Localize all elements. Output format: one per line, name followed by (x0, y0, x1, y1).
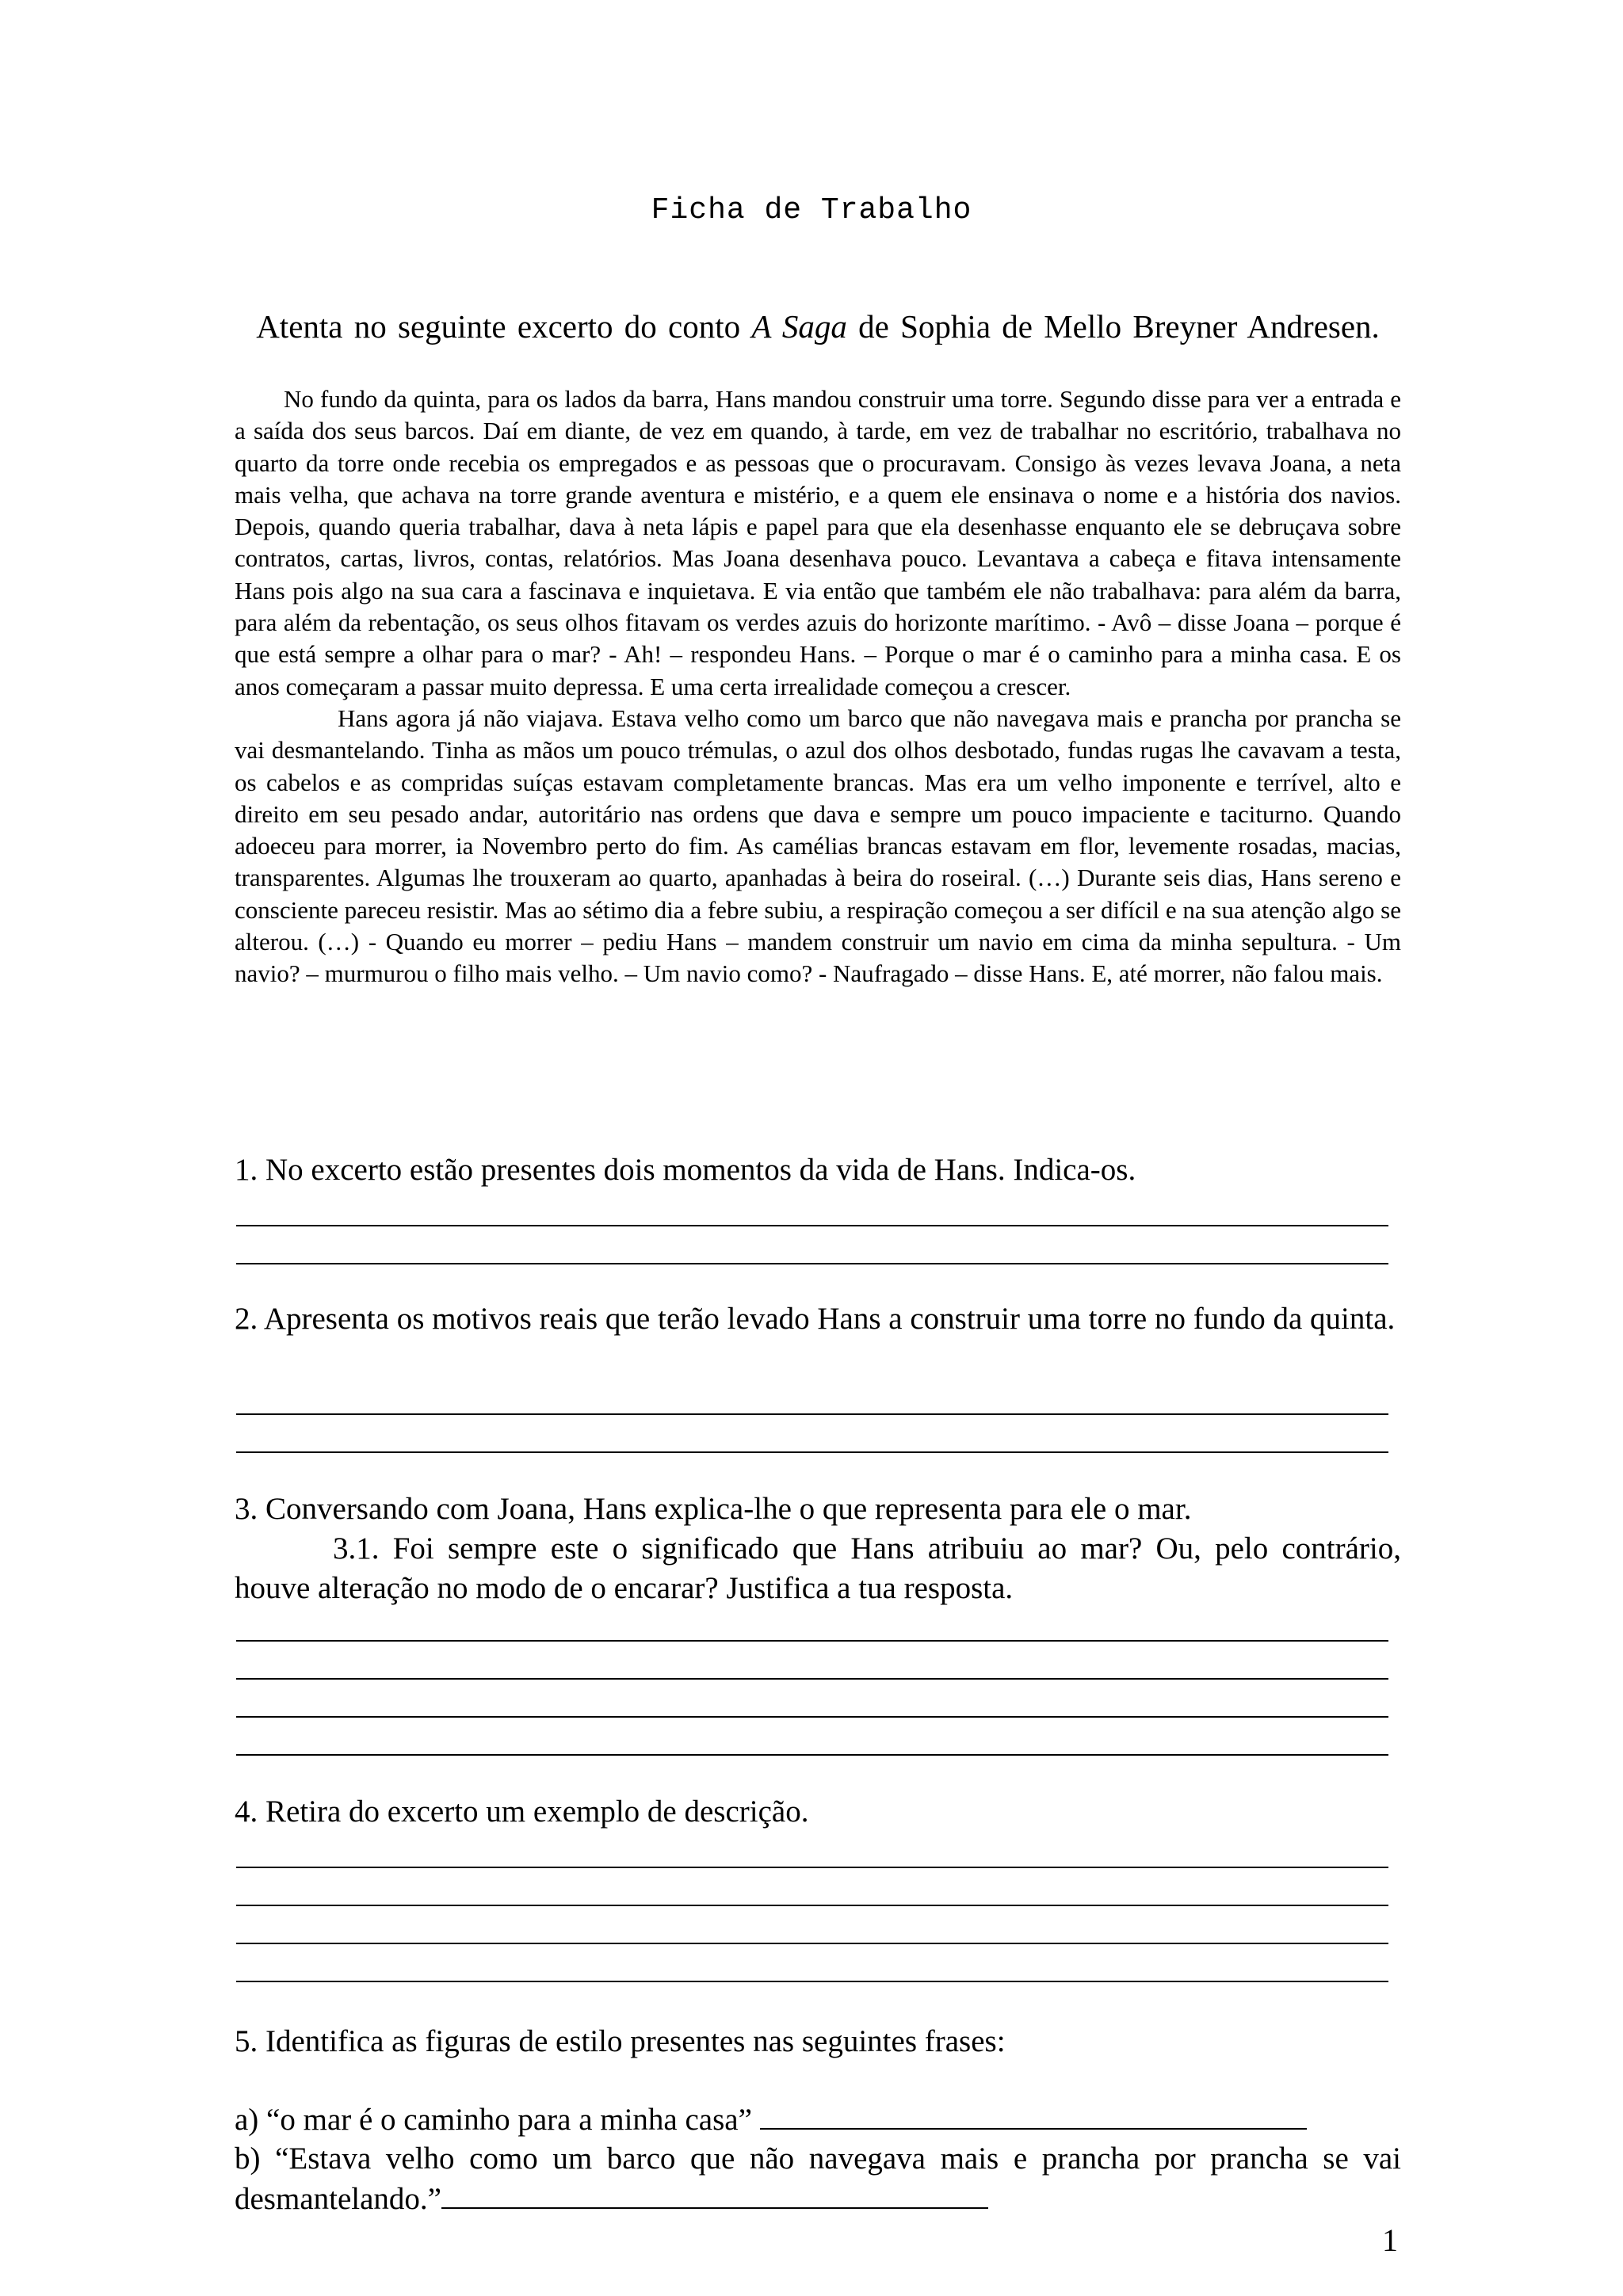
answer-line[interactable] (236, 1640, 1388, 1642)
answer-line[interactable] (236, 1754, 1388, 1756)
page-title: Ficha de Trabalho (651, 193, 972, 227)
intro-sentence (235, 307, 1401, 345)
question-5b-text: b) “Estava velho como um barco que não navegava mais e prancha por prancha se vai desmantelando.” (235, 2142, 1401, 2216)
question-2: 2. Apresenta os motivos reais que terão levado Hans a construir uma torre no fundo da quinta. (235, 1302, 1396, 1336)
question-1: 1. No excerto estão presentes dois momentos da vida de Hans. Indica-os. (235, 1153, 1136, 1187)
answer-line[interactable] (236, 1451, 1388, 1453)
answer-line[interactable] (236, 1943, 1388, 1944)
work-title: A Saga (751, 308, 847, 345)
question-5: 5. Identifica as figuras de estilo presentes nas seguintes frases: (235, 2024, 1006, 2058)
answer-lines-2 (236, 1413, 1388, 1489)
answer-blank-5a[interactable] (760, 2100, 1307, 2130)
question-5a (235, 2100, 1401, 2140)
story-excerpt (235, 383, 1401, 990)
answer-line[interactable] (236, 1716, 1388, 1718)
question-3-text: 3. Conversando com Joana, Hans explica-lhe o que representa para ele o mar. (235, 1492, 1192, 1526)
answer-lines-4 (236, 1867, 1388, 2019)
question-3 (235, 1489, 1401, 1608)
answer-line[interactable] (236, 1905, 1388, 1906)
question-5a-text: a) “o mar é o caminho para a minha casa” (235, 2103, 760, 2137)
question-5b (235, 2139, 1401, 2219)
answer-line[interactable] (236, 1981, 1388, 1982)
answer-blank-5b[interactable] (441, 2179, 988, 2209)
answer-line[interactable] (236, 1263, 1388, 1264)
answer-line[interactable] (236, 1225, 1388, 1226)
answer-line[interactable] (236, 1867, 1388, 1868)
excerpt-paragraph-2: Hans agora já não viajava. Estava velho como um barco que não navegava mais e prancha por prancha se vai desmantelando. Tinha as mãos um pouco trémulas, o azul dos olhos desbotado, fundas rugas lhe cavavam a testa, os cabelos e as compridas suíças estavam completamente brancas. Mas era um velho imponente e terrível, alto e direito em seu pesado andar, autoritário nas ordens que dava e sempre um pouco impaciente e taciturno. Quando adoeceu para morrer, ia Novembro perto do fim. As camélias brancas estavam em flor, levemente rosadas, macias, transparentes. Algumas lhe trouxeram ao quarto, apanhadas à beira do roseiral. (…) Durante seis dias, Hans sereno e consciente pareceu resistir. Mas ao sétimo dia a febre subiu, a respiração começou a ser difícil e na sua atenção algo se alterou. (…) - Quando eu morrer – pediu Hans – mandem construir um navio em cima da minha sepultura. - Um navio? – murmurou o filho mais velho. – Um navio como? - Naufragado – disse Hans. E, até morrer, não falou mais. (235, 704, 1401, 988)
excerpt-paragraph-1: No fundo da quinta, para os lados da barra, Hans mandou construir uma torre. Segundo disse para ver a entrada e a saída dos seus barcos. Daí em diante, de vez em quando, à tarde, em vez de trabalhar no escritório, trabalhava no quarto da torre onde recebia os empregados e as pessoas que o procuravam. Consigo às vezes levava Joana, a neta mais velha, que achava na torre grande aventura e mistério, e a quem ele ensinava o nome e a história dos navios. Depois, quando queria trabalhar, dava à neta lápis e papel para que ela desenhasse enquanto ele se debruçava sobre contratos, cartas, livros, contas, relatórios. Mas Joana desenhava pouco. Levantava a cabeça e fitava intensamente Hans pois algo na sua cara a fascinava e inquietava. E via então que também ele não trabalhava: para além da barra, para além da rebentação, os seus olhos fitavam os verdes azuis do horizonte marítimo. - Avô – disse Joana – porque é que está sempre a olhar para o mar? - Ah! – respondeu Hans. – Porque o mar é o caminho para a minha casa. E os anos começaram a passar muito depressa. E uma certa irrealidade começou a crescer. (235, 385, 1401, 700)
answer-lines-1 (236, 1225, 1388, 1301)
answer-line[interactable] (236, 1678, 1388, 1680)
question-3-1: 3.1. Foi sempre este o significado que Hans atribuiu ao mar? Ou, pelo contrário, houve alteração no modo de o encarar? Justifica a tua resposta. (235, 1531, 1401, 1605)
answer-lines-3 (236, 1640, 1388, 1792)
question-4: 4. Retira do excerto um exemplo de descrição. (235, 1794, 809, 1829)
intro-before: Atenta no seguinte excerto do conto (256, 308, 752, 345)
answer-line[interactable] (236, 1413, 1388, 1415)
page-number: 1 (1382, 2222, 1398, 2258)
intro-after: de Sophia de Mello Breyner Andresen. (846, 308, 1380, 345)
